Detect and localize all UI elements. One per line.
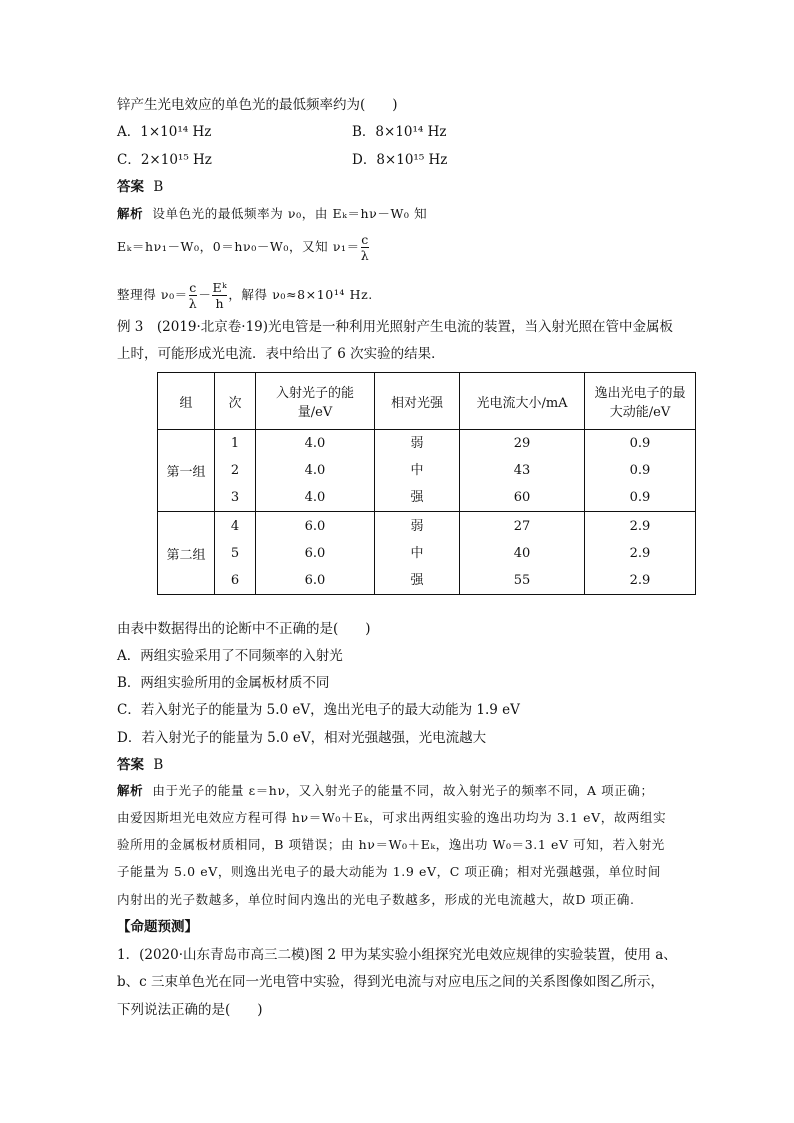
table-header-row [158,373,696,430]
ex3-option-d: D．若入射光子的能量为 5.0 eV，相对光强越强，光电流越大 [117,730,487,746]
minus: － [198,287,212,302]
answer-label: 答案 [117,179,144,195]
q0-analysis-3 [117,280,373,311]
results-table [157,372,696,595]
q0-option-c: C．2×10¹⁵ Hz [117,152,212,168]
ex3-stem: 由表中数据得出的论断中不正确的是( ) [117,621,371,637]
analysis-text: 整理得 ν₀＝ [117,287,188,302]
header-cell: 入射光子的能量/eV [256,373,375,430]
energy-cell: 4.0 4.0 4.0 [256,430,375,512]
answer-label: 答案 [117,757,144,773]
analysis-text: 设单色光的最低频率为 ν₀，由 Eₖ＝hν－W₀ 知 [152,206,428,221]
trial-cell: 4 5 6 [215,512,256,595]
ex3-analysis-3: 验所用的金属板材质相同，B 项错误；由 hν＝W₀＋Eₖ，逸出功 W₀＝3.1 eV 可知，若入射光 [117,837,665,852]
analysis-text: Eₖ＝hν₁－W₀，0＝hν₀－W₀，又知 ν₁＝ [117,239,360,254]
numerator: Eᵏ [212,280,228,295]
q0-analysis-1 [117,205,427,223]
analysis-label: 解析 [117,783,144,798]
table-row [158,430,696,512]
denominator: λ [188,296,198,311]
fraction [189,280,198,311]
kinetic-energy-cell: 2.9 2.9 2.9 [585,512,696,595]
q0-option-d: D．8×10¹⁵ Hz [352,152,448,168]
analysis-text: ，解得 ν₀≈8×10¹⁴ Hz. [228,287,373,302]
ex3-analysis-5: 内射出的光子数越多，单位时间内逸出的光电子数越多，形成的光电流越大，故D 项正确. [117,892,635,907]
denominator: h [215,296,225,311]
group-cell: 第一组 [158,430,215,512]
prediction-heading: 【命题预测】 [117,919,198,935]
current-cell: 29 43 60 [460,430,585,512]
header-cell: 次 [215,373,256,430]
intensity-cell: 弱 中 强 [375,512,460,595]
ex3-analysis-4: 子能量为 5.0 eV，则逸出光电子的最大动能为 1.9 eV，C 项正确；相对光强越强，单位时间 [117,864,661,879]
ex3-line1: 例 3 (2019·北京卷·19)光电管是一种利用光照射产生电流的装置，当入射光照在管中金属板 [117,319,674,335]
ex3-option-c: C．若入射光子的能量为 5.0 eV，逸出光电子的最大动能为 1.9 eV [117,702,520,718]
ex3-analysis-2: 由爱因斯坦光电效应方程可得 hν＝W₀＋Eₖ，可求出两组实验的逸出功均为 3.1 eV，故两组实 [117,810,667,825]
q0-option-b: B．8×10¹⁴ Hz [352,124,447,140]
prediction-line-3: 下列说法正确的是( ) [117,1002,263,1018]
current-cell: 27 40 55 [460,512,585,595]
fraction [212,280,227,311]
analysis-text: 由于光子的能量 ε＝hν，又入射光子的能量不同，故入射光子的频率不同，A 项正确； [152,783,654,798]
q0-analysis-2 [117,232,370,263]
header-cell: 组 [158,373,215,430]
answer-value: B [153,179,164,195]
header-cell: 光电流大小/mA [460,373,585,430]
ex3-line2: 上时，可能形成光电流．表中给出了 6 次实验的结果． [117,346,445,362]
q0-stem: 锌产生光电效应的单色光的最低频率约为( ) [117,97,398,113]
analysis-label: 解析 [117,206,144,221]
ex3-option-a: A．两组实验采用了不同频率的入射光 [117,648,343,664]
prediction-line-1: 1．(2020·山东青岛市高三二模)图 2 甲为某实验小组探究光电效应规律的实验装置，使用 a、 [117,947,677,963]
kinetic-energy-cell: 0.9 0.9 0.9 [585,430,696,512]
table-row [158,512,696,595]
ex3-option-b: B．两组实验所用的金属板材质不同 [117,675,330,691]
numerator: c [189,280,197,295]
header-cell: 相对光强 [375,373,460,430]
energy-cell: 6.0 6.0 6.0 [256,512,375,595]
ex3-analysis-1 [117,782,654,800]
group-cell: 第二组 [158,512,215,595]
trial-cell: 1 2 3 [215,430,256,512]
numerator: c [361,232,369,247]
denominator: λ [360,248,370,263]
fraction [361,232,370,263]
ex3-answer [117,756,163,774]
intensity-cell: 弱 中 强 [375,430,460,512]
prediction-line-2: b、c 三束单色光在同一光电管中实验，得到光电流与对应电压之间的关系图像如图乙所示， [117,974,664,990]
answer-value: B [153,757,164,773]
q0-option-a: A．1×10¹⁴ Hz [117,124,212,140]
header-cell: 逸出光电子的最大动能/eV [585,373,696,430]
q0-answer [117,178,163,196]
